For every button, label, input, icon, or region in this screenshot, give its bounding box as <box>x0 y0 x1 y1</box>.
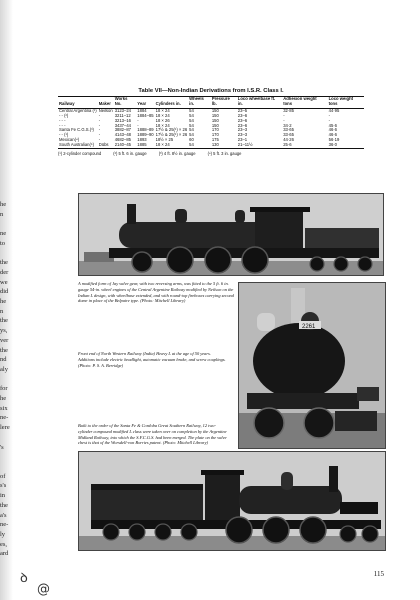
facing-page-fragment <box>0 433 16 443</box>
table-cell: 170 <box>211 127 219 133</box>
caption-photo-2 <box>78 351 228 368</box>
table-cell: 1889–90 <box>137 132 154 138</box>
photo-argentine-midland-compound <box>78 451 386 551</box>
table-cell: Mexican(⁴) <box>59 137 80 143</box>
table-cell: 54 <box>189 107 194 113</box>
table-cell: - <box>283 112 285 118</box>
table-header-cell: Loco weight tons <box>328 97 364 109</box>
table-cell: 1884 <box>137 107 147 113</box>
table-cell: 34·2 <box>283 122 292 128</box>
facing-page-fragment: we <box>0 278 8 286</box>
facing-page-fragment <box>0 249 16 259</box>
facing-page-fragment: ne- <box>0 414 9 422</box>
table-cell: - <box>98 137 101 143</box>
table-header-cell: Maker <box>98 97 114 109</box>
table-cell: 18 × 24 <box>155 107 170 113</box>
table-cell: 18½ × 25 <box>155 137 174 143</box>
caption-1-credit: (Photo: Mitchell Library) <box>140 298 186 304</box>
photo-nwr-heavy-l-front <box>238 282 386 449</box>
facing-page-fragment: of <box>0 472 6 480</box>
facing-page-fragment: a's <box>0 511 7 519</box>
table-cell: 1888–89 <box>137 127 154 133</box>
table-cell: - - - <box>59 117 66 123</box>
table-body <box>58 108 364 148</box>
table-cell: 4143–48 <box>114 132 131 138</box>
table-cell: 44·95 <box>328 107 340 113</box>
facing-page-fragment: six <box>0 404 8 412</box>
table-cell: 2140–45 <box>114 143 137 148</box>
table-header-cell: Railway <box>58 97 98 109</box>
facing-page-fragment <box>0 452 16 462</box>
table-cell: - <box>283 117 285 123</box>
table-row <box>58 143 364 148</box>
table-cell: 23–3 <box>237 132 248 138</box>
handwritten-at-mark: @ <box>37 582 50 597</box>
facing-page-fragment: n <box>0 307 4 315</box>
facing-page-fragment: the <box>0 346 8 354</box>
table-cell: 54 <box>189 117 194 123</box>
table-cell: 17½ & 25(¹) × 26 <box>155 127 188 133</box>
table-cell: 54 <box>189 112 194 118</box>
derivations-table-block <box>58 88 364 156</box>
table-header-cell: Wheels in. <box>188 97 211 109</box>
table-cell: 1893 <box>137 137 147 143</box>
table-header-cell: Adhesion weight tons <box>282 97 327 109</box>
table-cell: 150 <box>211 122 219 128</box>
table-note: (⁴) 5 ft. 3 in. gauge <box>207 151 242 157</box>
facing-page-fragment: the <box>0 317 8 325</box>
table-cell: 23–1 <box>237 137 248 143</box>
table-cell: 21–11½ <box>237 143 282 148</box>
table-cell: 3437–44 <box>114 122 131 128</box>
table-cell: 18 × 24 <box>155 143 189 148</box>
derivations-table <box>58 96 364 149</box>
table-note: (³) 4 ft. 8½ in. gauge <box>158 151 196 157</box>
table-cell: - <box>137 117 139 123</box>
page-number: 115 <box>373 570 384 578</box>
facing-page-fragment: ly <box>0 530 6 538</box>
table-cell: 18 × 24 <box>155 112 170 118</box>
facing-page-fragment <box>0 462 16 472</box>
caption-1-text: A modified form of Jay valve gear, with two reversing arms, was fitted to the 5 ft. 6 in. gauge 54-in. wheel engines of the Central Argentine Railway modified by Neilson on the Indian L design, with wheelbase extended, and with round-top fireboxes carrying second dome in place of the Belpaire type. <box>78 281 234 304</box>
table-cell: 18 × 24 <box>155 122 170 128</box>
table-notes <box>58 151 364 156</box>
facing-page-fragment: for <box>0 385 8 393</box>
handwritten-mark: ꝺ <box>20 571 28 586</box>
table-cell: 54 <box>189 122 194 128</box>
table-cell: - - (²) <box>59 112 69 118</box>
facing-page-fragment: der <box>0 268 9 276</box>
facing-page-fragment: lere <box>0 424 10 432</box>
table-header-cell: Works No. <box>114 97 137 109</box>
caption-3-text: Built to the order of the Santa Fe & Cordoba Great Southern Railway, 12 two-cylinder compound modified L class were taken over on completion by the Argentine Midland Railway, into which the S.F.C.G.S. had been merged. The plate on the valve chest is that of the Worsdell-von Borries patent. <box>78 423 227 446</box>
table-note: (¹) 2-cylinder compound <box>58 151 102 157</box>
table-cell: 150 <box>211 107 219 113</box>
facing-page-fragment: ard <box>0 550 9 558</box>
table-header-cell: Pressure lb. <box>211 97 237 109</box>
table-cell: 23–6 <box>237 112 248 118</box>
facing-page-fragment: nd <box>0 356 7 364</box>
table-cell: 17½ & 25(¹) × 26 <box>155 132 188 138</box>
table-cell: 23–6 <box>237 122 248 128</box>
table-title: Table VII—Non-Indian Derivations from I.S.R. Class I. <box>138 88 284 94</box>
facing-page-fragment: in <box>0 492 6 500</box>
table-cell: 130 <box>211 143 237 148</box>
table-cell: 45·6 <box>328 122 337 128</box>
table-cell: 36·0 <box>328 143 364 148</box>
facing-page-fragment: the <box>0 501 8 509</box>
table-cell: - <box>98 127 101 133</box>
table-cell: - <box>98 122 101 128</box>
table-cell: Neilson <box>98 107 113 113</box>
facing-page-fragment: he <box>0 201 7 208</box>
facing-page-fragment: to <box>0 239 6 247</box>
table-cell: 46·6 <box>328 132 337 138</box>
table-cell: Dübs <box>98 143 114 148</box>
facing-page-fragment: ne <box>0 230 7 238</box>
table-cell: Santa Fe C.G.S.(³) <box>59 127 94 133</box>
table-cell: - <box>98 112 101 118</box>
facing-page-fragment: s's <box>0 482 7 490</box>
facing-page-fragment: n <box>0 210 4 218</box>
table-cell: 18 × 26 <box>155 117 170 123</box>
facing-page-fragment: the <box>0 259 8 267</box>
facing-page-fragments <box>0 200 16 558</box>
facing-page-fragment: 's <box>0 443 4 451</box>
table-cell: - <box>328 112 331 118</box>
facing-page-fragment: es, <box>0 540 8 548</box>
smokebox-number-plate: 2261 <box>302 324 316 330</box>
table-cell: - <box>137 122 139 128</box>
table-cell: 44·26 <box>283 137 294 143</box>
caption-3-credit: (Photo: Mitchell Library) <box>162 440 208 446</box>
table-cell: 25·6 <box>282 143 327 148</box>
table-cell: 175 <box>211 137 219 143</box>
table-cell: 4682–85 <box>114 137 131 143</box>
table-cell: - <box>98 132 101 138</box>
table-cell: 1884–85 <box>137 112 154 118</box>
table-cell: 3211–12 <box>114 112 131 118</box>
facing-page-fragment: did <box>0 288 9 296</box>
table-cell: Central Argentina (¹) <box>59 107 97 113</box>
facing-page-fragment: ne- <box>0 521 9 529</box>
facing-page-fragment <box>0 375 16 385</box>
table-header-row <box>58 97 364 109</box>
table-cell: - - (¹) <box>59 132 69 138</box>
table-cell: 56·19 <box>328 137 340 143</box>
facing-page-fragment: he <box>0 298 7 306</box>
table-cell: 32·85 <box>283 107 294 113</box>
table-cell: 1885 <box>136 143 154 148</box>
caption-photo-3 <box>78 423 228 446</box>
table-cell: 150 <box>211 112 219 118</box>
facing-page-fragment: he <box>0 395 7 403</box>
table-cell: 54 <box>188 143 211 148</box>
caption-2-text: Front end of North Western Railway (India) Heavy L at the age of 50 years. Additions include electric headlight, automatic vacuum brake, and screw couplings. <box>78 351 226 362</box>
table-header-cell: Year <box>136 97 154 109</box>
facing-page-fragment: ver <box>0 336 9 344</box>
table-cell: 33·65 <box>283 127 294 133</box>
table-cell: 33·65 <box>283 132 294 138</box>
facing-page-fragment: aly <box>0 365 8 373</box>
facing-page-fragment <box>0 219 16 229</box>
table-cell: - <box>328 117 331 123</box>
photo-central-argentine-locomotive <box>78 193 384 276</box>
table-cell: South Australian(⁵) <box>58 143 98 148</box>
table-note: (²) 5 ft. 6 in. gauge <box>113 151 147 157</box>
table-cell: 23–5 <box>237 107 248 113</box>
caption-photo-1 <box>78 281 236 304</box>
table-cell: 3213–16 <box>114 117 131 123</box>
table-cell: - - - <box>59 122 66 128</box>
table-cell: 23–3 <box>237 127 248 133</box>
table-header-cell: Cylinders in. <box>155 97 189 109</box>
table-cell: 60 <box>189 137 194 143</box>
table-header-cell: Loco wheelbase ft. in. <box>237 97 282 109</box>
table-cell: 150 <box>211 117 219 123</box>
table-cell: 54 <box>189 132 194 138</box>
caption-2-credit: (Photo: P. S. A. Berridge) <box>78 362 124 368</box>
table-cell: 3882–87 <box>114 127 131 133</box>
table-cell: 170 <box>211 132 219 138</box>
table-cell: 54 <box>189 127 194 133</box>
table-cell: 3123–24 <box>114 107 131 113</box>
table-cell: 46·6 <box>328 127 337 133</box>
table-cell: 23–6 <box>237 117 248 123</box>
facing-page-fragment: ys, <box>0 327 8 335</box>
table-cell: - <box>98 117 101 123</box>
